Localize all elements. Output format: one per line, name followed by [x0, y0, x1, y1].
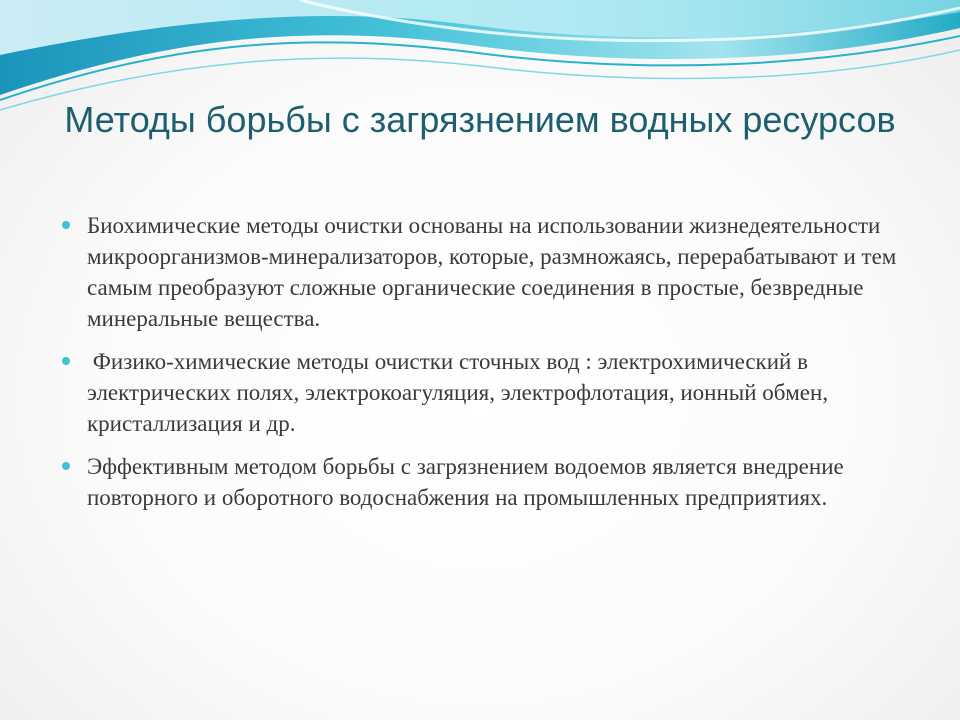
bullet-text: Физико-химические методы очистки сточных вод : электрохимический в электрических полях, электрокоагуляция, электрофлотация, ионный обмен, кристаллизация и др. — [87, 349, 834, 436]
bullet-item — [62, 210, 912, 334]
bullet-dot-icon — [62, 462, 70, 470]
bullet-list — [62, 210, 912, 525]
bullet-item — [62, 346, 912, 439]
bullet-dot-icon — [62, 221, 70, 229]
bullet-text: Эффективным методом борьбы с загрязнением водоемов является внедрение повторного и оборотного водоснабжения на промышленных предприятиях. — [87, 454, 844, 510]
bullet-dot-icon — [62, 357, 70, 365]
bullet-text: Биохимические методы очистки основаны на использовании жизнедеятельности микроорганизмов-минерализаторов, которые, размножаясь, перерабатывают и тем самым преобразуют сложные органические соединения в простые, безвредные минеральные вещества. — [87, 213, 897, 331]
slide-title: Методы борьбы с загрязнением водных ресурсов — [64, 99, 896, 140]
bullet-item — [62, 451, 912, 513]
